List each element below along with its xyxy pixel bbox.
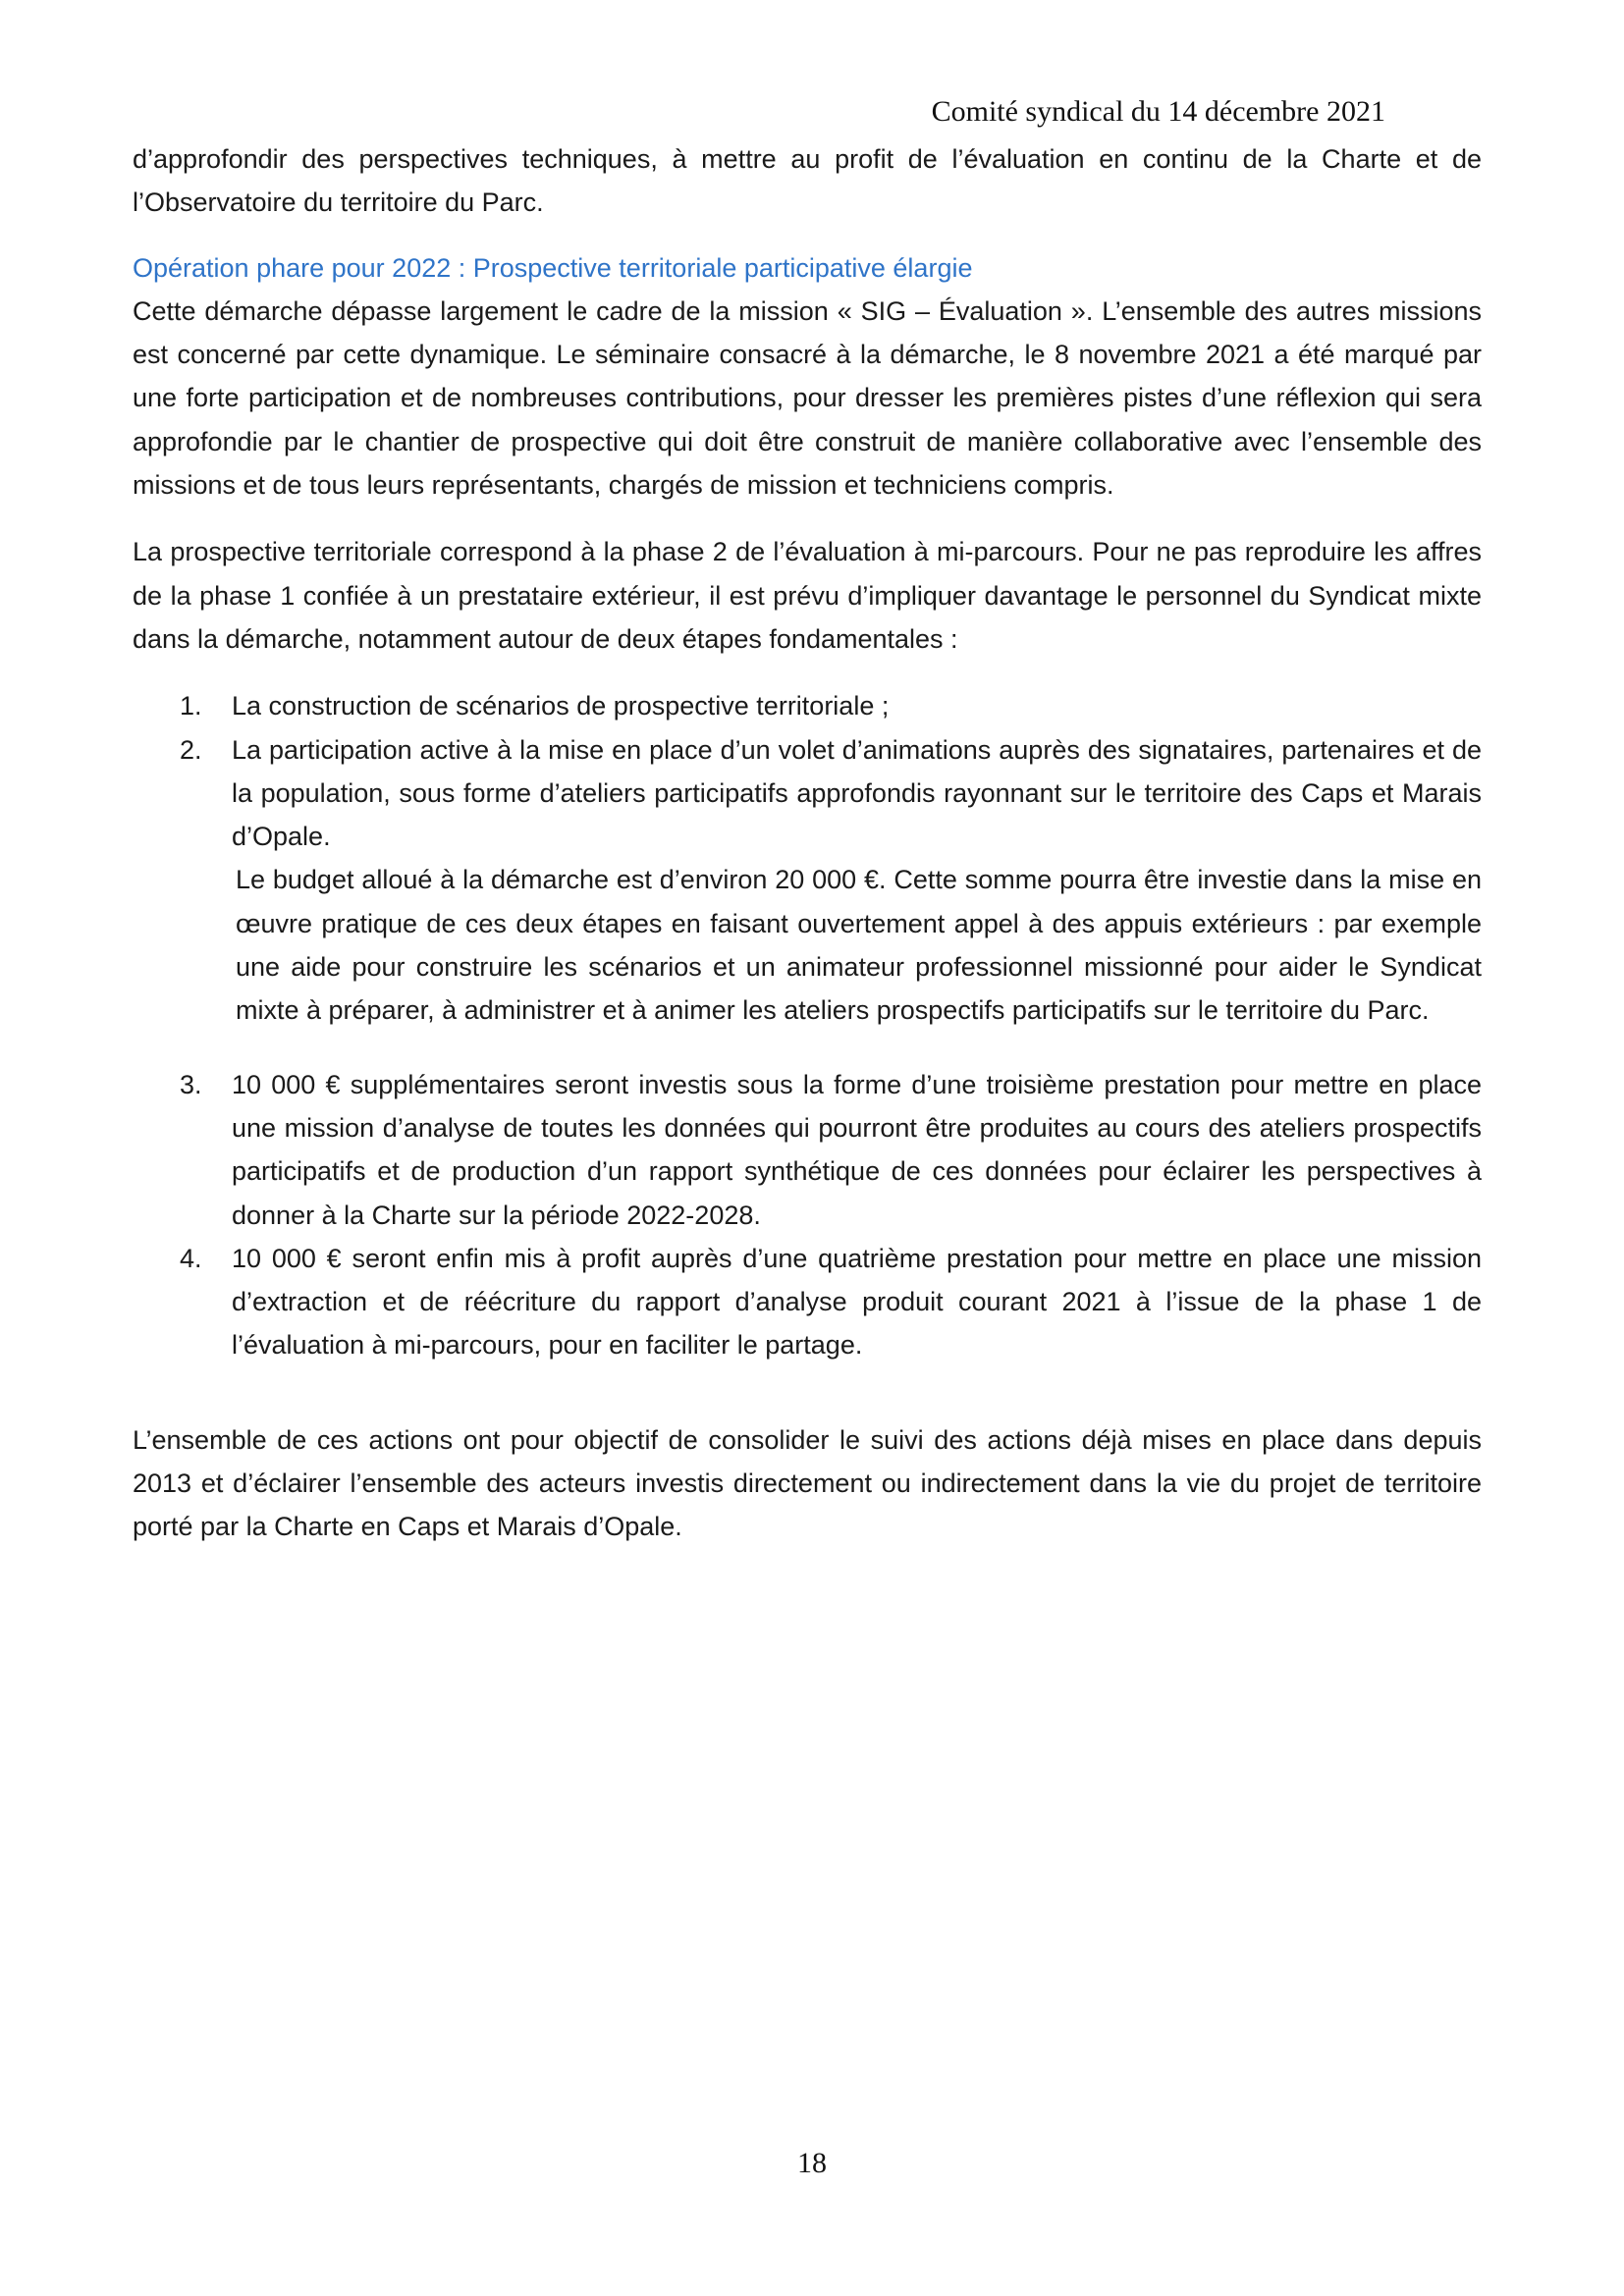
list-item-number: 2. — [180, 734, 202, 765]
intro-paragraph: d’approfondir des perspectives techniques, à mettre au profit de l’évaluation en continu de la Charte et de l’Observatoire du territoire du Parc. — [133, 144, 1482, 218]
numbered-list — [133, 684, 1482, 1366]
list-item-number: 4. — [180, 1243, 202, 1273]
conclusion-paragraph: L’ensemble de ces actions ont pour objectif de consolider le suivi des actions déjà mises en place dans depuis 2013 et d’éclairer l’ensemble des acteurs investis directement ou indirectement dans la vie du projet de territoire porté par la Charte en Caps et Marais d’Opale. — [133, 1424, 1482, 1542]
list-item-budget-note: Le budget alloué à la démarche est d’environ 20 000 €. Cette somme pourra être investie dans la mise en œuvre pratique de ces deux étapes en faisant ouvertement appel à des appuis extérieurs : par exemple une aide pour construire les scénarios et un animateur professionnel missionné pour aider le Syndicat mixte à préparer, à administrer et à animer les ateliers prospectifs participatifs sur le territoire du Parc. — [236, 865, 1482, 1026]
page-number: 18 — [797, 2147, 827, 2179]
list-item — [133, 1063, 1482, 1237]
list-item — [133, 728, 1482, 1033]
list-item-number: 3. — [180, 1069, 202, 1099]
running-header: Comité syndical du 14 décembre 2021 — [931, 95, 1385, 128]
list-item-text: La construction de scénarios de prospective territoriale ; — [232, 691, 890, 721]
list-item-text: 10 000 € supplémentaires seront investis sous la forme d’une troisième prestation pour mettre en place une mission d’analyse de toutes les données qui pourront être produites au cours des ateliers prospectifs participatifs et de production d’un rapport synthétique de ces données pour éclairer les perspectives à donner à la Charte sur la période 2022-2028. — [232, 1069, 1482, 1230]
list-item — [133, 1237, 1482, 1367]
list-item — [133, 684, 1482, 727]
section-paragraph-2: La prospective territoriale correspond à la phase 2 de l’évaluation à mi-parcours. Pour ne pas reproduire les affres de la phase 1 confiée à un prestataire extérieur, il est prévu d’impliquer davantage le personnel du Syndicat mixte dans la démarche, notamment autour de deux étapes fondamentales : — [133, 537, 1482, 654]
list-item-number: 1. — [180, 691, 202, 721]
list-item-text: 10 000 € seront enfin mis à profit auprès d’une quatrième prestation pour mettre en place une mission d’extraction et de réécriture du rapport d’analyse produit courant 2021 à l’issue de la phase 1 de l’évaluation à mi-parcours, pour en faciliter le partage. — [232, 1243, 1482, 1361]
section-paragraph-1: Cette démarche dépasse largement le cadre de la mission « SIG – Évaluation ». L’ensemble des autres missions est concerné par cette dynamique. Le séminaire consacré à la démarche, le 8 novembre 2021 a été marqué par une forte participation et de nombreuses contributions, pour dresser les premières pistes d’une réflexion qui sera approfondie par le chantier de prospective qui doit être construit de manière collaborative avec l’ensemble des missions et de tous leurs représentants, chargés de mission et techniciens compris. — [133, 295, 1482, 501]
document-body — [133, 137, 1482, 1549]
list-item-text: La participation active à la mise en place d’un volet d’animations auprès des signataires, partenaires et de la population, sous forme d’ateliers participatifs approfondis rayonnant sur le territoire des Caps et Marais d’Opale. — [232, 734, 1482, 852]
section-heading: Opération phare pour 2022 : Prospective territoriale participative élargie — [133, 252, 973, 283]
